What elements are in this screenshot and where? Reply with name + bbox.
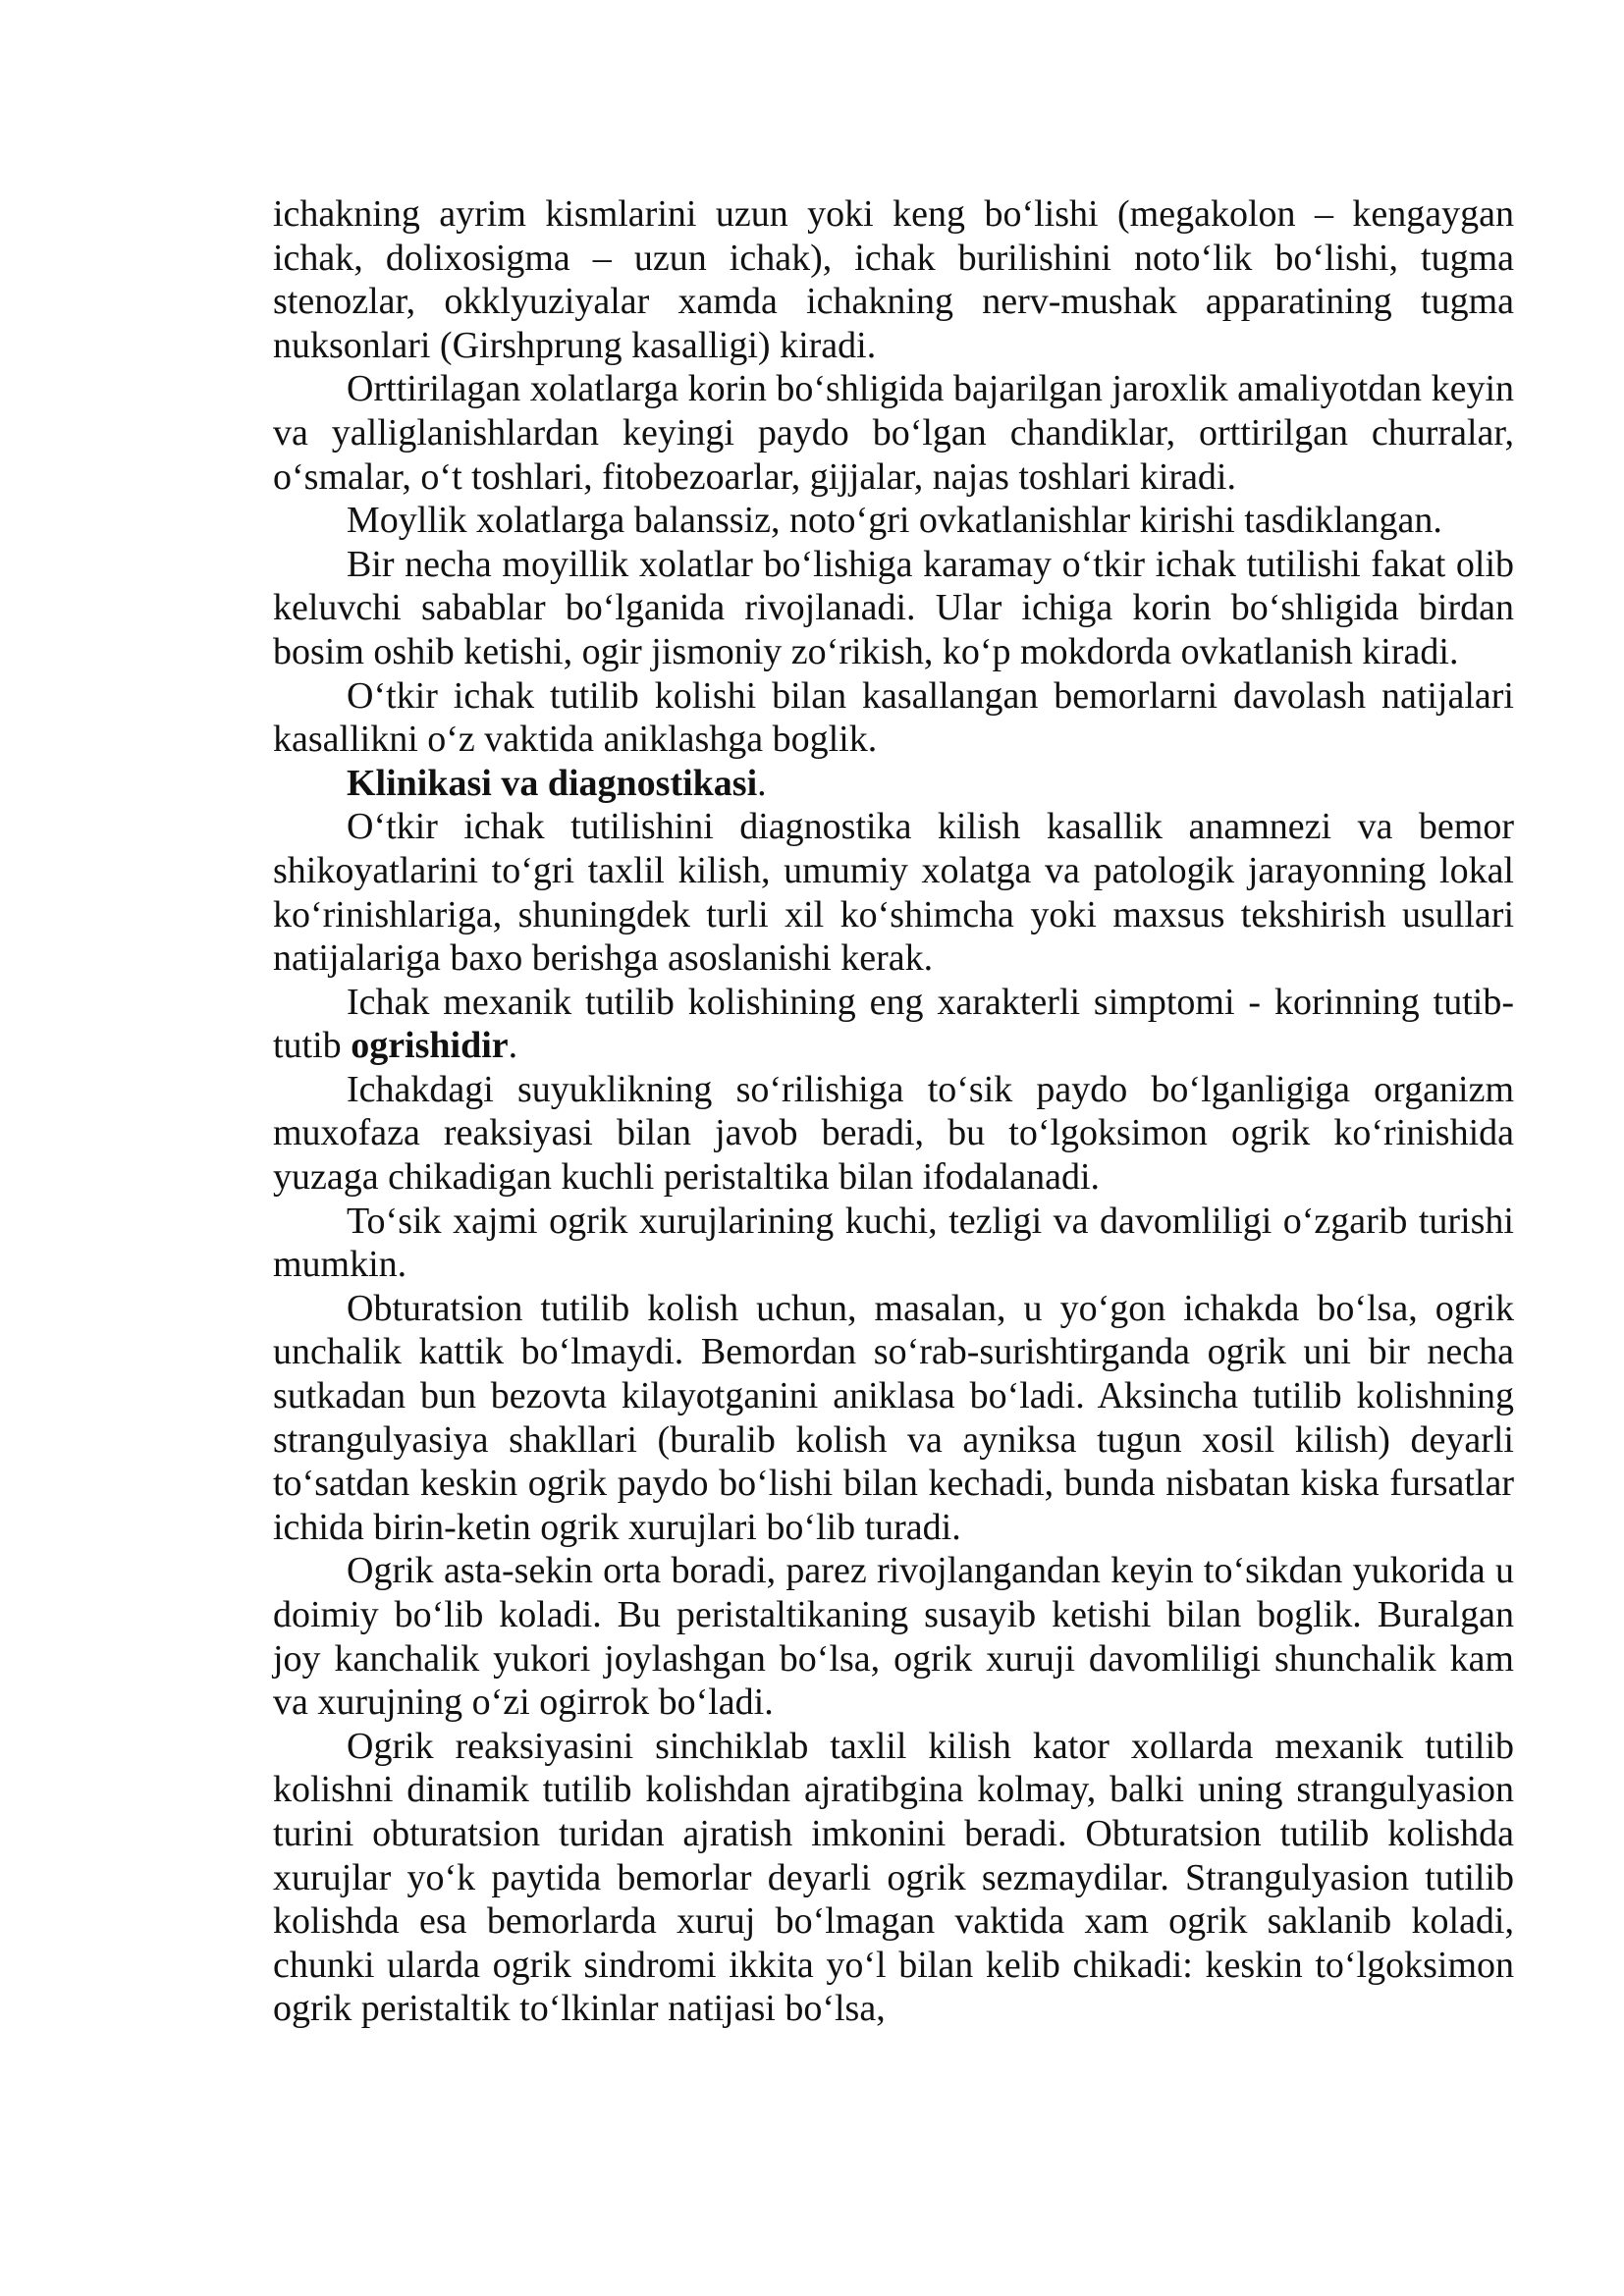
paragraph <box>273 981 1514 1068</box>
paragraph <box>273 1287 1514 1550</box>
paragraph-text: O‘tkir ichak tutilishini diagnostika kilish kasallik anamnezi va bemor shikoyatlarini to‘gri taxlil kilish, umumiy xolatga va patologik jarayonning lokal ko‘rinishlariga, shuningdek turli xil ko‘shimcha yoki maxsus tekshirish usullari natijalariga baxo berishga asoslanishi kerak. <box>273 806 1514 980</box>
paragraph-text: Ogrik reaksiyasini sinchiklab taxlil kilish kator xollarda mexanik tutilib kolishni dinamik tutilib kolishdan ajratibgina kolmay, balki uning strangulyasion turini obturatsion turidan ajratish imkonini beradi. Obturatsion tutilib kolishda xurujlar yo‘k paytida bemorlar deyarli ogrik sezmaydilar. Strangulyasion tutilib kolishda esa bemorlarda xuruj bo‘lmagan vaktida xam ogrik saklanib koladi, chunki ularda ogrik sindromi ikkita yo‘l bilan kelib chikadi: keskin to‘lgoksimon ogrik peristaltik to‘lkinlar natijasi bo‘lsa, <box>273 1725 1514 2030</box>
paragraph-text: To‘sik xajmi ogrik xurujlarining kuchi, tezligi va davomliligi o‘zgarib turishi mumkin. <box>273 1200 1514 1286</box>
paragraph <box>273 1200 1514 1287</box>
paragraph <box>273 1549 1514 1724</box>
paragraph-text: . <box>757 762 767 804</box>
section-heading <box>273 762 1514 806</box>
paragraph <box>273 543 1514 674</box>
paragraph-text: Ogrik asta-sekin orta boradi, parez rivojlangandan keyin to‘sikdan yukorida u doimiy bo‘lib koladi. Bu peristaltikaning susayib ketishi bilan boglik. Buralgan joy kanchalik yukori joylashgan bo‘lsa, ogrik xuruji davomliligi shunchalik kam va xurujning o‘zi ogirrok bo‘ladi. <box>273 1550 1514 1724</box>
paragraph <box>273 805 1514 980</box>
paragraph <box>273 192 1514 367</box>
paragraph-text: . <box>508 1025 518 1067</box>
paragraph-text: Ichakdagi suyuklikning so‘rilishiga to‘sik paydo bo‘lganligiga organizm muxofaza reaksiyasi bilan javob beradi, bu to‘lgoksimon ogrik ko‘rinishida yuzaga chikadigan kuchli peristaltika bilan ifodalanadi. <box>273 1068 1514 1199</box>
paragraph <box>273 367 1514 499</box>
document-page <box>273 192 1514 2031</box>
paragraph-text: Moyllik xolatlarga balanssiz, noto‘gri ovkatlanishlar kirishi tasdiklangan. <box>347 500 1442 542</box>
paragraph-text: Orttirilagan xolatlarga korin bo‘shligida bajarilgan jaroxlik amaliyotdan keyin va yalliglanishlardan keyingi paydo bo‘lgan chandiklar, orttirilgan churralar, o‘smalar, o‘t toshlari, fitobezoarlar, gijjalar, najas toshlari kiradi. <box>273 368 1514 498</box>
paragraph <box>273 499 1514 543</box>
paragraph-text: Ichak mexanik tutilib kolishining eng xarakterli simptomi - korinning tutib-tutib <box>273 981 1514 1067</box>
bold-term: ogrishidir <box>351 1025 509 1067</box>
paragraph <box>273 1068 1514 1200</box>
paragraph-text: Obturatsion tutilib kolish uchun, masalan, u yo‘gon ichakda bo‘lsa, ogrik unchalik kattik bo‘lmaydi. Bemordan so‘rab-surishtirganda ogrik uni bir necha sutkadan bun bezovta kilayotganini aniklasa bo‘ladi. Aksincha tutilib kolishning strangulyasiya shakllari (buralib kolish va ayniksa tugun xosil kilish) deyarli to‘satdan keskin ogrik paydo bo‘lishi bilan kechadi, bunda nisbatan kiska fursatlar ichida birin-ketin ogrik xurujlari bo‘lib turadi. <box>273 1287 1514 1548</box>
paragraph-text: Bir necha moyillik xolatlar bo‘lishiga karamay o‘tkir ichak tutilishi fakat olib keluvchi sabablar bo‘lganida rivojlanadi. Ular ichiga korin bo‘shligida birdan bosim oshib ketishi, ogir jismoniy zo‘rikish, ko‘p mokdorda ovkatlanish kiradi. <box>273 543 1514 672</box>
paragraph <box>273 1725 1514 2031</box>
paragraph-text: O‘tkir ichak tutilib kolishi bilan kasallangan bemorlarni davolash natijalari kasallikni o‘z vaktida aniklashga boglik. <box>273 674 1514 761</box>
paragraph-text: ichakning ayrim kismlarini uzun yoki keng bo‘lishi (megakolon – kengaygan ichak, dolixosigma – uzun ichak), ichak burilishini noto‘lik bo‘lishi, tugma stenozlar, okklyuziyalar xamda ichakning nerv-mushak apparatining tugma nuksonlari (Girshprung kasalligi) kiradi. <box>273 193 1514 366</box>
paragraph <box>273 674 1514 762</box>
section-heading-text: Klinikasi va diagnostikasi <box>347 762 758 804</box>
